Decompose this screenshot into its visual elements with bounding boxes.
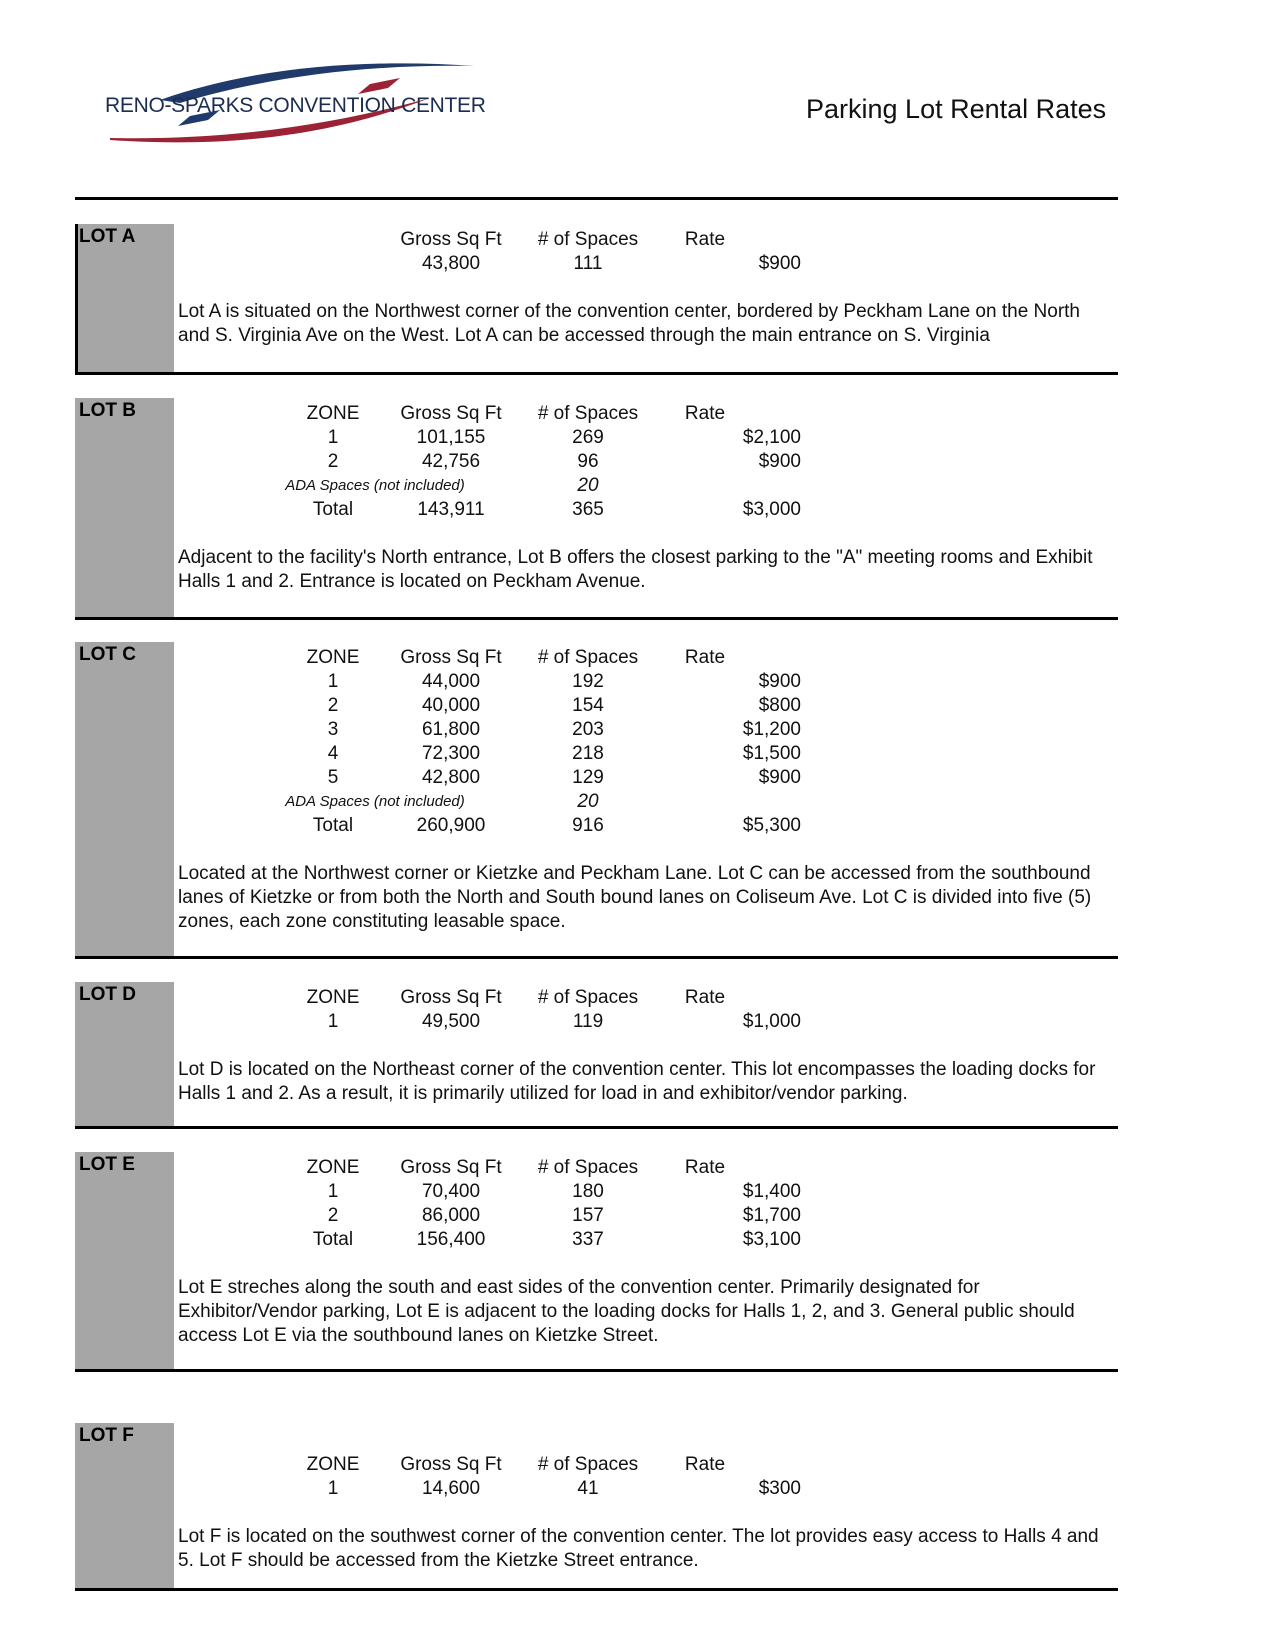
total-rate: $5,300	[742, 815, 801, 836]
lot-description: Lot F is located on the southwest corner of the convention center. The lot provides easy access to Halls 4 and 5. Lot F should be accessed from the Kietzke Street entrance.	[178, 1526, 1099, 1571]
lot-e-section	[75, 1152, 1118, 1369]
spaces-value: 180	[572, 1181, 604, 1202]
zone-value: 3	[327, 719, 339, 740]
column-header-rate: Rate	[684, 987, 726, 1008]
column-header-rate: Rate	[684, 1454, 726, 1475]
rate-value: $900	[758, 767, 801, 788]
spaces-value: 41	[577, 1478, 599, 1499]
page-title: Parking Lot Rental Rates	[806, 94, 1107, 124]
rate-value: $2,100	[742, 427, 801, 448]
rate-value: $1,200	[742, 719, 801, 740]
total-sqft: 260,900	[416, 815, 486, 836]
column-header-sqft: Gross Sq Ft	[400, 403, 502, 424]
spaces-value: 96	[577, 451, 599, 472]
ada-spaces-label: ADA Spaces (not included)	[285, 793, 465, 810]
zone-value: 1	[327, 427, 339, 448]
rate-value: $1,700	[742, 1205, 801, 1226]
sqft-value: 42,800	[421, 767, 481, 788]
spaces-value: 111	[573, 253, 603, 274]
column-header-zone: ZONE	[306, 1157, 360, 1178]
spaces-value: 203	[572, 719, 604, 740]
rate-value: $1,000	[742, 1011, 801, 1032]
sqft-value: 43,800	[421, 253, 481, 274]
column-header-sqft: Gross Sq Ft	[400, 987, 502, 1008]
column-header-zone: ZONE	[306, 647, 360, 668]
total-rate: $3,100	[742, 1229, 801, 1250]
sqft-value: 14,600	[421, 1478, 481, 1499]
total-sqft: 156,400	[416, 1229, 486, 1250]
spaces-value: 192	[572, 671, 604, 692]
rate-value: $900	[758, 253, 801, 274]
column-header-sqft: Gross Sq Ft	[400, 229, 502, 250]
column-header-spaces: # of Spaces	[537, 1454, 639, 1475]
total-label: Total	[312, 815, 354, 836]
column-header-zone: ZONE	[306, 1454, 360, 1475]
lot-label: LOT B	[79, 400, 136, 421]
lot-d-section	[75, 982, 1118, 1126]
sqft-value: 40,000	[421, 695, 481, 716]
spaces-value: 154	[572, 695, 604, 716]
lot-label: LOT D	[79, 984, 136, 1005]
lot-f-section	[75, 1423, 1118, 1588]
divider	[75, 617, 1118, 620]
sqft-value: 42,756	[421, 451, 481, 472]
ada-spaces-label: ADA Spaces (not included)	[285, 477, 465, 494]
total-label: Total	[312, 1229, 354, 1250]
rate-value: $300	[758, 1478, 801, 1499]
logo-wordmark: RENO-SPARKS CONVENTION CENTER	[105, 94, 486, 117]
sqft-value: 72,300	[421, 743, 481, 764]
lot-tab	[75, 1423, 174, 1588]
sqft-value: 61,800	[421, 719, 481, 740]
lot-b-section	[75, 398, 1118, 617]
zone-value: 1	[327, 1011, 339, 1032]
spaces-value: 269	[572, 427, 604, 448]
column-header-spaces: # of Spaces	[537, 987, 639, 1008]
sqft-value: 44,000	[421, 671, 481, 692]
column-header-spaces: # of Spaces	[537, 647, 639, 668]
lot-a-section	[75, 224, 1118, 372]
rate-value: $1,400	[742, 1181, 801, 1202]
total-label: Total	[312, 499, 354, 520]
zone-value: 2	[327, 695, 339, 716]
rate-value: $800	[758, 695, 801, 716]
column-header-zone: ZONE	[306, 403, 360, 424]
rate-value: $1,500	[742, 743, 801, 764]
zone-value: 1	[327, 1478, 339, 1499]
total-sqft: 143,911	[417, 499, 485, 520]
zone-value: 1	[327, 1181, 339, 1202]
lot-description: Adjacent to the facility's North entrance, Lot B offers the closest parking to the "A" meeting rooms and Exhibit Halls 1 and 2. Entrance is located on Peckham Avenue.	[178, 547, 1093, 592]
divider	[75, 197, 1118, 200]
column-header-spaces: # of Spaces	[537, 229, 639, 250]
total-spaces: 916	[572, 815, 604, 836]
sqft-value: 49,500	[421, 1011, 481, 1032]
rate-value: $900	[758, 671, 801, 692]
zone-value: 2	[327, 1205, 339, 1226]
zone-value: 4	[327, 743, 339, 764]
zone-value: 2	[327, 451, 339, 472]
lot-tab	[75, 1152, 174, 1369]
spaces-value: 157	[572, 1205, 604, 1226]
column-header-rate: Rate	[684, 229, 726, 250]
column-header-sqft: Gross Sq Ft	[400, 647, 502, 668]
sqft-value: 86,000	[421, 1205, 481, 1226]
column-header-rate: Rate	[684, 1157, 726, 1178]
column-header-rate: Rate	[684, 647, 726, 668]
lot-c-section	[75, 642, 1118, 956]
column-header-sqft: Gross Sq Ft	[400, 1157, 502, 1178]
zone-value: 5	[327, 767, 339, 788]
column-header-spaces: # of Spaces	[537, 403, 639, 424]
total-spaces: 365	[572, 499, 604, 520]
column-header-rate: Rate	[684, 403, 726, 424]
divider	[75, 1588, 1118, 1591]
ada-spaces-value: 20	[577, 791, 599, 812]
lot-label: LOT A	[79, 226, 136, 247]
ada-spaces-value: 20	[577, 475, 599, 496]
lot-label: LOT C	[79, 644, 136, 665]
spaces-value: 218	[572, 743, 604, 764]
column-header-sqft: Gross Sq Ft	[400, 1454, 502, 1475]
lot-label: LOT F	[79, 1425, 134, 1446]
column-header-zone: ZONE	[306, 987, 360, 1008]
lot-description: Lot D is located on the Northeast corner of the convention center. This lot encompasses the loading docks for Halls 1 and 2. As a result, it is primarily utilized for load in and exhibitor/vendor parking.	[178, 1059, 1096, 1104]
lot-description: Lot E streches along the south and east sides of the convention center. Primarily designated for Exhibitor/Vendor parking, Lot E is adjacent to the loading docks for Halls 1, 2, and 3. General public should access Lot E via the southbound lanes on Kietzke Street.	[178, 1277, 1075, 1346]
spaces-value: 119	[572, 1011, 604, 1032]
convention-center-logo	[100, 48, 500, 168]
rate-value: $900	[758, 451, 801, 472]
lot-tab	[75, 642, 174, 956]
lot-description: Located at the Northwest corner or Kietzke and Peckham Lane. Lot C can be accessed from the southbound lanes of Kietzke or from both the North and South bound lanes on Coliseum Ave. Lot C is divided into five (5) zones, each zone constituting leasable space.	[178, 863, 1092, 932]
total-spaces: 337	[572, 1229, 604, 1250]
total-rate: $3,000	[742, 499, 801, 520]
divider	[75, 372, 1118, 375]
lot-label: LOT E	[79, 1154, 135, 1175]
spaces-value: 129	[572, 767, 604, 788]
divider	[75, 1369, 1118, 1372]
lot-description: Lot A is situated on the Northwest corner of the convention center, bordered by Peckham Lane on the North and S. Virginia Ave on the West. Lot A can be accessed through the main entrance on S. Virginia	[178, 301, 1080, 346]
column-header-spaces: # of Spaces	[537, 1157, 639, 1178]
zone-value: 1	[327, 671, 339, 692]
lot-border	[75, 224, 78, 372]
sqft-value: 70,400	[421, 1181, 481, 1202]
divider	[75, 956, 1118, 959]
divider	[75, 1126, 1118, 1129]
lot-tab	[75, 398, 174, 617]
sqft-value: 101,155	[416, 427, 486, 448]
